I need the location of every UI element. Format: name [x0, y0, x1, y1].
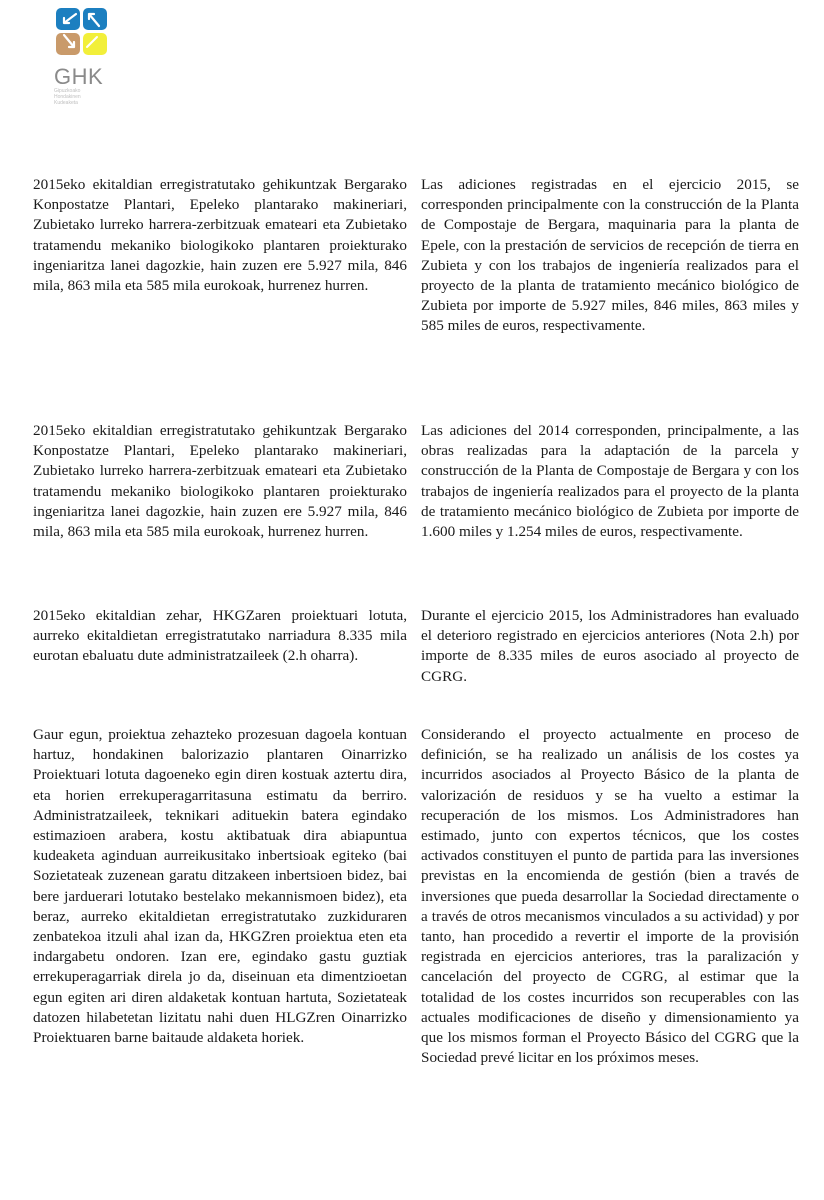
logo-tile-blue-right: [83, 8, 107, 30]
logo-subtitle-1: Gipuzkoako: [54, 88, 81, 94]
logo-name: GHK: [54, 64, 104, 89]
logo-subtitle-3: Kudeaketa: [54, 100, 78, 106]
ghk-logo: [54, 8, 114, 108]
logo-tile-tan: [56, 33, 80, 55]
logo-tiles-icon: [56, 8, 110, 60]
paragraph-spanish-1: Las adiciones registradas en el ejercicio 2015, se corresponden principalmente con la construcción de la Planta de Compostaje de Bergara, maquinaria para la planta de Epele, con la prestación de servicios de recepción de tierra en Zubieta y con los trabajos de ingeniería realizados para el proyecto de la planta de tratamiento mecánico biológico de Zubieta por importe de 5.927 miles, 846 miles, 863 miles y 585 miles de euros, respectivamente.: [421, 176, 799, 335]
paragraph-spanish-2: Las adiciones del 2014 corresponden, principalmente, a las obras realizadas para la adaptación de la parcela y construcción de la Planta de Compostaje de Bergara y con los trabajos de ingeniería realizados para el proyecto de la planta de tratamiento mecánico biológico de Zubieta por importe de 1.600 miles y 1.254 miles de euros, respectivamente.: [421, 422, 799, 541]
paragraph-basque-4: Gaur egun, proiektua zehazteko prozesuan dagoela kontuan hartuz, hondakinen balorizazio plantaren Oinarrizko Proiektuari lotuta dagoeneko egin diren kostuak aztertu dira, eta horien errekuperagarritasuna estimatu da berriro. Administratzaileek, teknikari adituekin batera egindako estimazioen arabera, kostu aktibatuak dira abiapuntua kudeaketa aginduan aurreikusitako inbertsioak egiteko (bai Sozietateak zuzenean garatu ditzakeen inbertsioen bidez, bai bere jarduerari lotutako bestelako mekannismoen bidez), eta beraz, aurreko ekitaldietan erregistratutako zuzkiduraren zenbatekoa itzuli ahal izan da, HKGZren proiektua eten eta indargabetu ondoren. Izan ere, egindako gastu guztiak errekuperagarriak direla jo da, diseinuan eta dimentzioetan egun egiten ari diren aldaketak kontuan hartuta, Sozietateak datozen hilabetetan lizitatu nahi duen HLGZren Oinarrizko Proiektuaren barne baitaude aldaketa horiek.: [33, 726, 407, 1047]
paragraph-basque-3: 2015eko ekitaldian zehar, HKGZaren proiektuari lotuta, aurreko ekitaldietan erregistratutako narriadura 8.335 mila eurotan ebaluatu dute administratzaileek (2.h oharra).: [33, 607, 407, 665]
paragraph-basque-1: 2015eko ekitaldian erregistratutako gehikuntzak Bergarako Konpostatze Plantari, Epeleko plantarako makineriari, Zubietako lurreko harrera-zerbitzuak emateari eta Zubietako tratamendu mekaniko biologikoko plantaren proiekturako ingeniaritza lanei dagozkie, hain zuzen ere 5.927 mila, 846 mila, 863 mila eta 585 mila eurokoak, hurrenez hurren.: [33, 176, 407, 295]
paragraph-basque-2: 2015eko ekitaldian erregistratutako gehikuntzak Bergarako Konpostatze Plantari, Epeleko plantarako makineriari, Zubietako lurreko harrera-zerbitzuak emateari eta Zubietako tratamendu mekaniko biologikoko plantaren proiekturako ingeniaritza lanei dagozkie, hain zuzen ere 5.927 mila, 846 mila, 863 mila eta 585 mila eurokoak, hurrenez hurren.: [33, 422, 407, 541]
logo-tile-blue-left: [56, 8, 80, 30]
paragraph-spanish-3: Durante el ejercicio 2015, los Administradores han evaluado el deterioro registrado en ejercicios anteriores (Nota 2.h) por importe de 8.335 miles de euros asociado al proyecto de CGRG.: [421, 607, 799, 685]
paragraph-spanish-4: Considerando el proyecto actualmente en proceso de definición, se ha realizado un análisis de los costes ya incurridos asociados al Proyecto Básico de la planta de valorización de residuos y se ha vuelto a estimar la recuperación de los mismos. Los Administradores han estimado, junto con expertos técnicos, que los costes activados constituyen el punto de partida para las inversiones previstas en la encomienda de gestión (bien a través de inversiones que pueda desarrollar la Sociedad directamente o a través de otros mecanismos vinculados a su actividad) y por tanto, han procedido a revertir el importe de la provisión registrada en ejercicios anteriores, tras la paralización y cancelación del proyecto de CGRG, al estimar que la totalidad de los costes incurridos son recuperables con las actuales modificaciones de diseño y dimensionamiento ya que los mismos forman el Proyecto Básico del CGRG que la Sociedad prevé licitar en los próximos meses.: [421, 726, 799, 1067]
logo-subtitle-2: Hondakinen: [54, 94, 81, 100]
logo-tile-yellow: [83, 33, 107, 55]
